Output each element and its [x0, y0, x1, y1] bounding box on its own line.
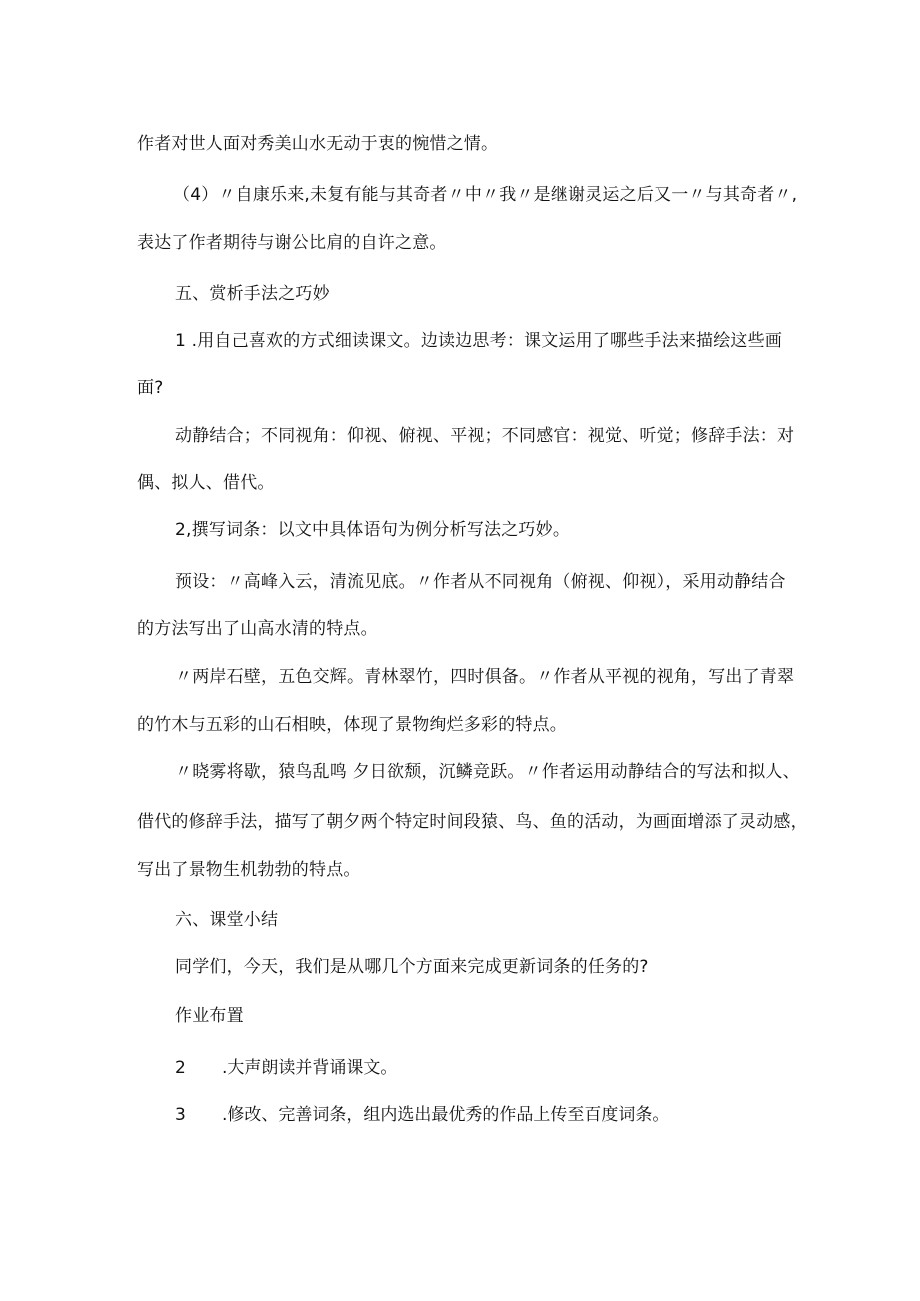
homework-title: 作业布置: [175, 1006, 244, 1026]
homework-item-text: .大声朗读并背诵课文。: [222, 1058, 398, 1078]
paragraph-line: 同学们，今天，我们是从哪几个方面来完成更新词条的任务的?: [175, 957, 649, 977]
homework-item-text: .修改、完善词条，组内选出最优秀的作品上传至百度词条。: [222, 1105, 670, 1125]
paragraph-line: 表达了作者期待与谢公比肩的自许之意。: [137, 233, 447, 253]
paragraph-line: （4）〃自康乐来,未复有能与其奇者〃中〃我〃是继谢灵运之后又一〃与其奇者〃,: [173, 185, 798, 205]
paragraph-line: 借代的修辞手法，描写了朝夕两个特定时间段猿、鸟、鱼的活动，为画面增添了灵动感，: [137, 812, 808, 832]
paragraph-line: 偶、拟人、借代。: [137, 473, 275, 493]
section-heading: 六、课堂小结: [175, 910, 279, 930]
homework-item-number: 3: [175, 1105, 186, 1125]
paragraph-line: 面?: [137, 378, 164, 398]
paragraph-line: 的方法写出了山高水清的特点。: [137, 619, 378, 639]
paragraph-line: 〃两岸石壁，五色交辉。青林翠竹，四时俱备。〃作者从平视的视角，写出了青翠: [175, 667, 795, 687]
paragraph-line: 作者对世人面对秀美山水无动于衷的惋惜之情。: [137, 134, 499, 154]
paragraph-line: 动静结合；不同视角：仰视、俯视、平视；不同感官：视觉、听觉；修辞手法：对: [175, 426, 795, 446]
homework-item-number: 2: [175, 1058, 186, 1078]
section-heading: 五、赏析手法之巧妙: [175, 284, 330, 304]
paragraph-line: 1 .用自己喜欢的方式细读课文。边读边思考：课文运用了哪些手法来描绘这些画: [175, 331, 783, 351]
paragraph-line: 2,撰写词条：以文中具体语句为例分析写法之巧妙。: [175, 520, 571, 540]
paragraph-line: 预设：〃高峰入云，清流见底。〃作者从不同视角（俯视、仰视），采用动静结合: [175, 572, 786, 592]
paragraph-line: 的竹木与五彩的山石相映，体现了景物绚烂多彩的特点。: [137, 715, 567, 735]
paragraph-line: 写出了景物生机勃勃的特点。: [137, 860, 361, 880]
paragraph-line: 〃晓雾将歇，猿鸟乱鸣 夕日欲颓，沉鳞竞跃。〃作者运用动静结合的写法和拟人、: [175, 762, 800, 782]
